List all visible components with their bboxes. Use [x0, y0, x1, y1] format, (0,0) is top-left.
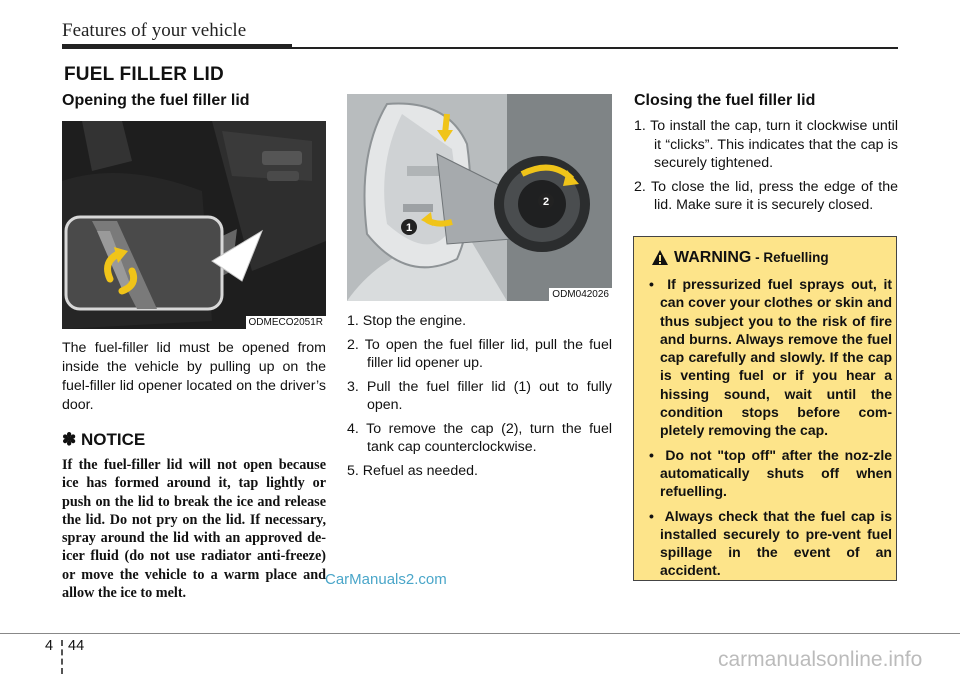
step-item: 5. Refuel as needed. — [347, 462, 478, 479]
chapter-number: 4 — [45, 638, 54, 654]
warning-item-text: Do not "top off" after the noz-zle automatically shuts off when refuelling. — [660, 446, 893, 500]
step-item: 1. Stop the engine. — [347, 313, 467, 329]
opening-steps — [347, 312, 612, 485]
callout-2: 2 — [542, 196, 550, 208]
footer-site-watermark: carmanualsonline.info — [718, 648, 923, 671]
photo-caption: ODM042026 — [549, 288, 612, 301]
warning-triangle-icon — [651, 249, 669, 267]
step-item: 2. To close the lid, press the edge of the lid. Make sure it is securely closed. — [634, 178, 898, 213]
header-rule-thick — [62, 44, 292, 49]
bullet: • — [649, 446, 654, 463]
notice-title: ✽ NOTICE — [62, 430, 146, 449]
page-number-divider — [61, 640, 63, 674]
closing-heading: Closing the fuel filler lid — [634, 92, 816, 109]
fuel-lid-photo — [347, 94, 612, 301]
warning-item — [642, 446, 892, 501]
warning-item-text: If pressurized fuel sprays out, it can cover your clothes or skin and thus subject you to the risk of fire and burns. Always remove the fuel cap carefully and slowly. If the cap is venting fuel or if you hear a hissing sound, wait until the condition stops before com-pletely removing the cap. — [660, 276, 893, 439]
door-opener-photo — [62, 121, 326, 329]
warning-title: WARNING — [674, 249, 752, 266]
warning-list — [642, 275, 892, 586]
watermark: CarManuals2.com — [325, 571, 447, 588]
warning-subtitle: - Refuelling — [751, 250, 829, 265]
bullet: • — [649, 507, 654, 524]
fuel-lid-illustration — [347, 94, 612, 301]
step-item: 2. To open the fuel filler lid, pull the fuel filler lid opener up. — [347, 336, 612, 371]
warning-heading — [674, 249, 829, 267]
callout-1: 1 — [405, 222, 413, 234]
door-panel-illustration — [62, 121, 326, 329]
step-item: 4. To remove the cap (2), turn the fuel tank cap counterclockwise. — [347, 420, 612, 455]
warning-item — [642, 275, 892, 440]
photo-caption: ODMECO2051R — [246, 316, 326, 329]
step-item: 1. To install the cap, turn it clockwise until it “clicks”. This indicates that the cap is securely tightened. — [634, 118, 898, 171]
opening-paragraph: The fuel-filler lid must be opened from inside the vehicle by pulling up on the fuel-filler lid opener located on the driver’s door. — [62, 340, 326, 413]
step-item: 3. Pull the fuel filler lid (1) out to fully open. — [347, 378, 612, 413]
header-rule-thin — [292, 47, 898, 49]
warning-item — [642, 507, 892, 580]
section-title: FUEL FILLER LID — [64, 64, 224, 85]
closing-steps — [634, 117, 898, 220]
warning-box — [633, 236, 897, 581]
running-header: Features of your vehicle — [62, 20, 247, 41]
warning-item-text: Always check that the fuel cap is installed securely to pre-vent fuel spillage in the event of an accident. — [660, 507, 892, 579]
opening-heading: Opening the fuel filler lid — [62, 92, 250, 109]
bullet: • — [649, 276, 654, 292]
notice-text: If the fuel-filler lid will not open because ice has formed around it, tap lightly or push on the lid to break the ice and release the lid. Do not pry on the lid. If necessary, spray around the lid with an approved de-icer fluid (do not use radiator anti-freeze) or move the vehicle to a warm place and allow the ice to melt. — [62, 457, 326, 602]
page-number: 44 — [68, 638, 85, 654]
footer-rule — [0, 633, 960, 634]
